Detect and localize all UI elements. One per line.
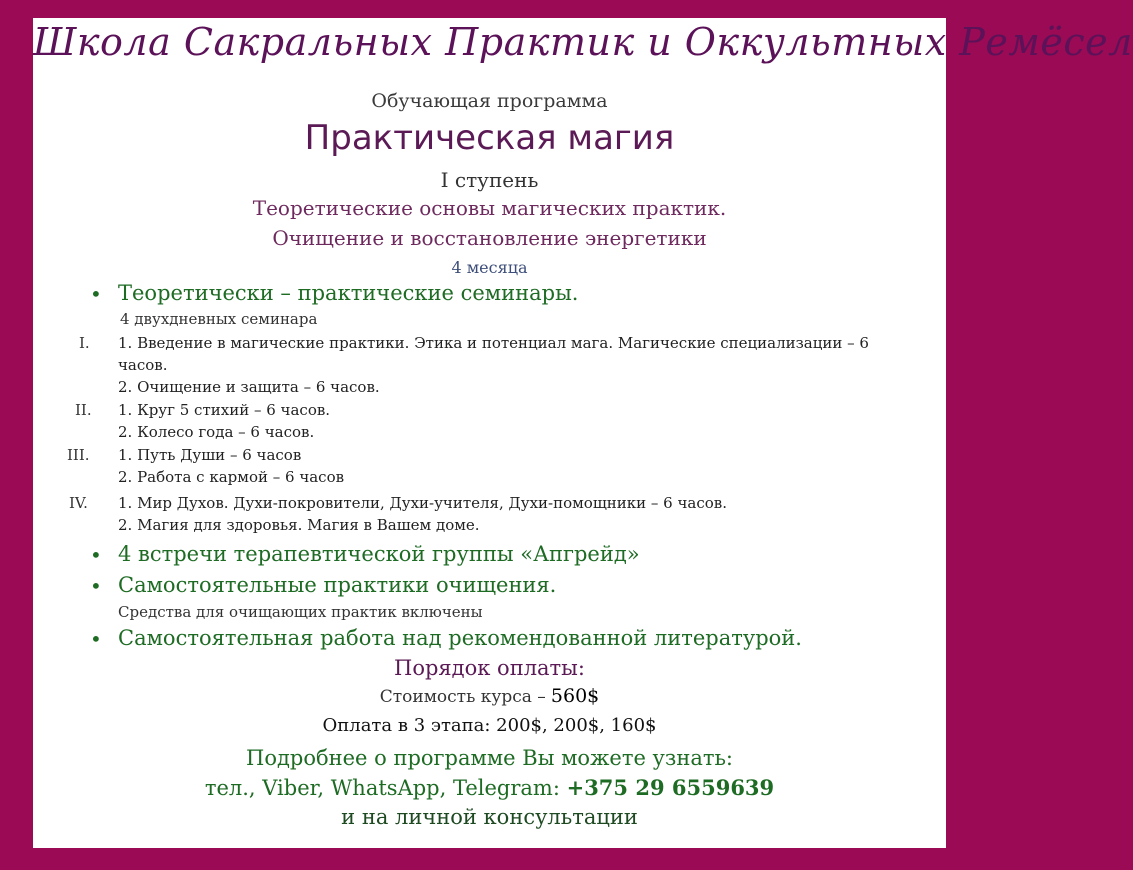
level-label: I ступень	[440, 168, 539, 192]
price-line	[33, 685, 946, 707]
phone-number: +375 29 6559639	[566, 775, 775, 800]
list-item: 1. Мир Духов. Духи-покровители, Духи-учителя, Духи-помощники – 6 часов.	[118, 494, 727, 512]
payment-heading: Порядок оплаты:	[394, 656, 585, 680]
list-item: 2. Магия для здоровья. Магия в Вашем доме.	[118, 516, 480, 534]
duration-label: 4 месяца	[451, 258, 528, 277]
bullet-literature: Самостоятельная работа над рекомендованной литературой.	[118, 626, 802, 650]
seminars-heading: Теоретически – практические семинары.	[118, 281, 579, 305]
payment-stages: Оплата в 3 этапа: 200$, 200$, 160$	[322, 715, 657, 736]
bullet-dot: •	[90, 543, 102, 567]
page-title: Практическая магия	[304, 118, 675, 158]
consult-line: и на личной консультации	[341, 805, 638, 829]
list-item: 2. Очищение и защита – 6 часов.	[118, 378, 380, 396]
list-item: 1. Введение в магические практики. Этика и потенциал мага. Магические специализации – 6	[118, 334, 869, 352]
list-item: 2. Колесо года – 6 часов.	[118, 423, 315, 441]
numeral-iv: IV.	[69, 494, 88, 512]
price-label: Стоимость курса –	[379, 687, 546, 707]
program-label: Обучающая программа	[371, 90, 608, 112]
bullet-dot: •	[90, 627, 102, 651]
contact-line	[33, 775, 946, 800]
list-item: 1. Путь Души – 6 часов	[118, 446, 302, 464]
subtitle-line-2: Очищение и восстановление энергетики	[272, 226, 707, 250]
school-name: Школа Сакральных Практик и Оккультных Ремёсел	[33, 20, 1133, 64]
bullet-self-practice: Самостоятельные практики очищения.	[118, 573, 557, 597]
contact-channels: тел., Viber, WhatsApp, Telegram:	[204, 776, 560, 800]
list-item: часов.	[118, 356, 168, 374]
seminars-note: 4 двухдневных семинара	[120, 310, 318, 328]
numeral-i: I.	[79, 334, 90, 352]
price-value: 560$	[550, 685, 600, 707]
subtitle-line-1: Теоретические основы магических практик.	[252, 196, 727, 220]
bullet-dot: •	[90, 282, 102, 306]
bullet-group-meetings: 4 встречи терапевтической группы «Апгрейд»	[118, 542, 640, 566]
bullet-dot: •	[90, 574, 102, 598]
list-item: 1. Круг 5 стихий – 6 часов.	[118, 401, 331, 419]
flyer-card	[33, 18, 1133, 848]
list-item: 2. Работа с кармой – 6 часов	[118, 468, 345, 486]
contact-intro: Подробнее о программе Вы можете узнать:	[246, 746, 733, 770]
numeral-ii: II.	[75, 401, 92, 419]
numeral-iii: III.	[67, 446, 90, 464]
bullet-note: Средства для очищающих практик включены	[118, 603, 483, 621]
